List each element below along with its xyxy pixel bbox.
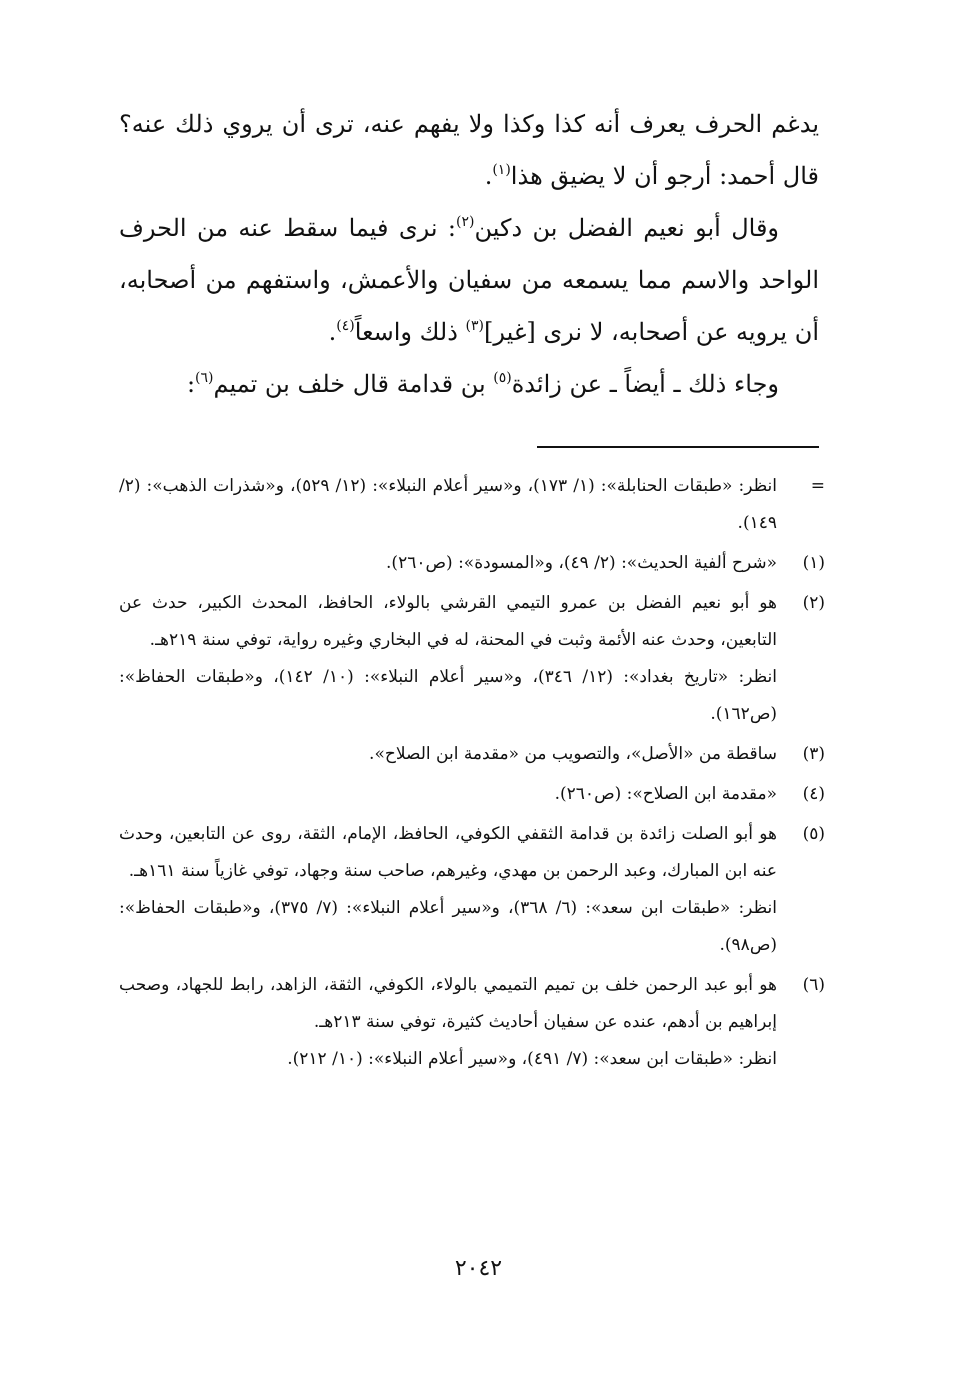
footnote-2-text: هو أبو نعيم الفضل بن عمرو التيمي القرشي بالولاء، الحافظ، المحدث الكبير، حدث عن التابعين، وحدث عنه الأئمة وثبت في المحنة، له في البخاري وغيره رواية، توفي سنة ٢١٩هـ.: [119, 593, 777, 650]
continuation-text: انظر: «طبقات الحنابلة»: (١/ ١٧٣)، و«سير أعلام النبلاء»: (١٢/ ٥٢٩)، و«شذرات الذهب»: (٢/ ١٤٩).: [119, 476, 778, 533]
footnote-1-text: «شرح ألفية الحديث»: (٢/ ٤٩)، و«المسودة»: (ص٢٦٠).: [386, 553, 777, 573]
paragraph-1: [119, 98, 819, 202]
paragraph-2-text-b: : نرى فيما سقط عنه من الحرف الواحد والاسم مما يسمعه من سفيان والأعمش، واستفهم من أصحابه، أن يرويه عن أصحابه، لا نرى [غير]: [119, 214, 819, 346]
footnote-5-text: هو أبو الصلت زائدة بن قدامة الثقفي الكوفي، الحافظ، الإمام، الثقة، روى عن التابعين، وحدث عنه ابن المبارك، وعبد الرحمن بن مهدي، وغيرهم، صاحب سنة وجهاد، توفي غازياً سنة ١٦١هـ.: [119, 824, 777, 881]
paragraph-2: [119, 202, 819, 358]
footnote-5: [119, 816, 825, 964]
footnote-separator: [537, 446, 819, 448]
footnote-ref-5[interactable]: (٥): [493, 370, 512, 386]
footnote-3-number: (٣): [802, 744, 825, 764]
paragraph-3: [119, 358, 819, 410]
footnote-6-sources: انظر: «طبقات ابن سعد»: (٧/ ٤٩١)، و«سير أعلام النبلاء»: (١٠/ ٢١٢).: [287, 1049, 777, 1069]
footnote-6-number: (٦): [802, 975, 825, 995]
footnote-3: [119, 736, 825, 773]
footnote-1-number: (١): [802, 553, 825, 573]
footnote-ref-1[interactable]: (١): [492, 162, 511, 178]
paragraph-2-text-c: ذلك واسعاً: [354, 318, 466, 346]
paragraph-3-text-a: وجاء ذلك ـ أيضاً ـ عن زائدة: [511, 370, 779, 398]
footnotes: [119, 468, 825, 1081]
paragraph-3-end: :: [186, 370, 196, 398]
paragraph-2-end: .: [328, 318, 337, 346]
footnote-2-sources: انظر: «تاريخ بغداد»: (١٢/ ٣٤٦)، و«سير أعلام النبلاء»: (١٠/ ١٤٢)، و«طبقات الحفاظ»: (ص١٦٢).: [119, 667, 777, 724]
footnote-ref-2[interactable]: (٢): [456, 214, 475, 230]
main-text: [119, 98, 819, 410]
footnote-4-number: (٤): [802, 784, 825, 804]
footnote-6: [119, 967, 825, 1078]
footnote-5-number: (٥): [802, 824, 825, 844]
footnote-4-text: «مقدمة ابن الصلاح»: (ص٢٦٠).: [554, 784, 777, 804]
footnote-1: [119, 545, 825, 582]
page-number: ٢٠٤٢: [454, 1256, 503, 1281]
paragraph-1-end: .: [484, 162, 493, 190]
footnote-2: [119, 585, 825, 733]
paragraph-2-text-a: وقال أبو نعيم الفضل بن دكين: [474, 214, 780, 242]
footnote-4: [119, 776, 825, 813]
footnote-continuation: [119, 468, 825, 542]
footnote-6-text: هو أبو عبد الرحمن خلف بن تميم التميمي بالولاء، الكوفي، الثقة، الزاهد، رابط للجهاد، وصحب إبراهيم بن أدهم، عنده عن سفيان أحاديث كثيرة، توفي سنة ٢١٣هـ.: [119, 975, 777, 1032]
paragraph-3-text-b: بن قدامة قال خلف بن تميم: [213, 370, 494, 398]
continuation-marker: =: [810, 476, 825, 496]
footnote-ref-4[interactable]: (٤): [336, 318, 355, 334]
footnote-ref-3[interactable]: (٣): [465, 318, 484, 334]
footnote-3-text: ساقطة من «الأصل»، والتصويب من «مقدمة ابن الصلاح».: [369, 744, 777, 764]
footnote-2-number: (٢): [802, 593, 825, 613]
footnote-5-sources: انظر: «طبقات ابن سعد»: (٦/ ٣٦٨)، و«سير أعلام النبلاء»: (٧/ ٣٧٥)، و«طبقات الحفاظ»: (ص٩٨).: [119, 898, 777, 955]
paragraph-1-text: يدغم الحرف يعرف أنه كذا وكذا ولا يفهم عنه، ترى أن يروي ذلك عنه؟ قال أحمد: أرجو أن لا يضيق هذا: [119, 110, 819, 190]
footnote-ref-6[interactable]: (٦): [195, 370, 214, 386]
